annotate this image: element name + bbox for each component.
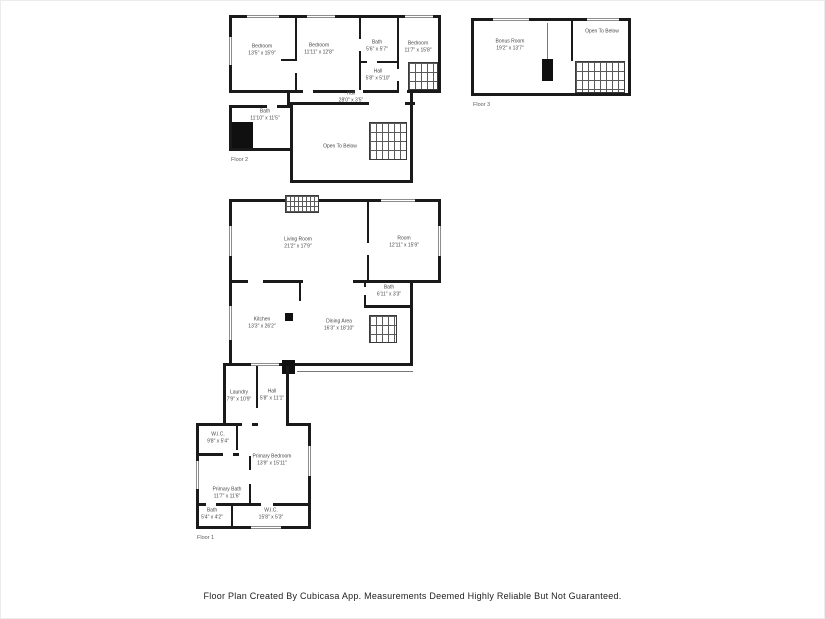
- room-label-primary-bath: [213, 486, 242, 500]
- room-label-room: [389, 235, 419, 249]
- room-name: Primary Bedroom: [252, 453, 292, 460]
- room-name: Open To Below: [323, 143, 357, 150]
- room-label-primary-bedroom: [253, 453, 292, 467]
- wall: [308, 423, 311, 529]
- window: [251, 526, 281, 529]
- room-dims: 5'6" x 5'7": [366, 46, 388, 52]
- wall: [252, 423, 258, 426]
- room-name: Room: [397, 235, 411, 242]
- room-name: Kitchen: [253, 316, 271, 323]
- room-label-living-room: [284, 236, 312, 250]
- room-label-wic: [207, 431, 229, 445]
- window: [229, 226, 232, 256]
- wall: [263, 280, 303, 283]
- room-name: Bath: [383, 284, 395, 291]
- room-name: Hall: [267, 388, 277, 395]
- floor2-label: Floor 2: [231, 157, 249, 163]
- room-label-dining-area: [324, 318, 354, 332]
- room-dims: 5'4" x 4'2": [201, 514, 223, 520]
- room-dims: 7'9" x 10'9": [226, 396, 252, 402]
- wall: [196, 503, 206, 506]
- room-name: Bath: [206, 507, 218, 514]
- room-name: Dining Area: [326, 318, 352, 325]
- room-name: Bedroom: [251, 43, 273, 50]
- room-label-wic: [259, 507, 284, 521]
- room-name: Hall: [373, 68, 383, 75]
- room-dims: 5'8" x 11'1": [259, 395, 285, 401]
- room-dims: 13'3" x 26'2": [248, 323, 276, 329]
- room-name: Primary Bath: [212, 486, 242, 493]
- wall: [299, 283, 301, 301]
- room-name: Bedroom: [308, 42, 330, 49]
- wall: [223, 363, 226, 426]
- kitchen-island: [285, 313, 293, 321]
- wall: [236, 426, 238, 450]
- room-label-bath: [201, 507, 223, 521]
- window: [381, 199, 415, 202]
- floor3-label: Floor 3: [473, 102, 491, 108]
- room-dims: 12'11" x 15'9": [389, 242, 419, 248]
- wall: [226, 423, 242, 426]
- window: [229, 306, 232, 340]
- window: [196, 461, 199, 489]
- room-name: Laundry: [229, 389, 249, 396]
- wall: [196, 423, 226, 426]
- wall: [256, 366, 258, 408]
- window: [308, 446, 311, 476]
- room-label-laundry: [227, 389, 252, 403]
- room-name: W.I.C.: [264, 507, 278, 514]
- wall: [367, 199, 369, 243]
- caption: Floor Plan Created By Cubicasa App. Measurements Deemed Highly Reliable But Not Guaranteed.: [203, 591, 622, 601]
- wall: [364, 305, 413, 308]
- room-name: Bath: [259, 108, 271, 115]
- window: [251, 363, 279, 366]
- wall: [273, 503, 309, 506]
- room-dims: 5'8" x 5'10": [365, 75, 391, 81]
- fireplace: [285, 195, 319, 213]
- room-name: Open To Below: [585, 28, 619, 35]
- room-dims: 28'0" x 3'5": [338, 97, 364, 103]
- room-dims: 6'11" x 3'3": [376, 291, 402, 297]
- floor1-label: Floor 1: [197, 535, 215, 541]
- wall: [364, 283, 366, 287]
- room-dims: 15'8" x 5'3": [258, 514, 284, 520]
- wall: [353, 280, 441, 283]
- wall: [229, 280, 248, 283]
- window: [438, 226, 441, 256]
- wall: [367, 255, 369, 283]
- room-label-bath: [377, 284, 401, 298]
- wall: [249, 456, 251, 470]
- room-dims: 9'8" x 5'4": [207, 438, 229, 444]
- porch-edge: [297, 371, 413, 372]
- room-dims: 11'10" x 11'5": [250, 115, 280, 121]
- wall: [231, 506, 233, 526]
- wall: [410, 280, 413, 366]
- room-name: Bath: [371, 39, 383, 46]
- room-name: Bonus Room: [495, 38, 525, 45]
- room-name: Bedroom: [407, 40, 429, 47]
- room-name: Living Room: [284, 236, 312, 243]
- floor1-plan: [1, 1, 824, 618]
- room-dims: 11'7" x 11'6": [213, 493, 241, 499]
- room-name: W.I.C.: [211, 431, 225, 438]
- wall: [286, 366, 289, 426]
- room-dims: 19'2" x 13'7": [496, 45, 524, 51]
- room-dims: 13'9" x 15'11": [257, 460, 287, 466]
- wall: [233, 453, 239, 456]
- room-name: Hall: [346, 90, 356, 97]
- room-dims: 11'7" x 15'8": [404, 47, 432, 53]
- wall: [196, 453, 223, 456]
- room-dims: 11'11" x 12'8": [304, 49, 334, 55]
- room-dims: 21'2" x 17'9": [284, 243, 312, 249]
- wall: [216, 503, 261, 506]
- stairs: [369, 315, 397, 343]
- room-label-hall: [260, 388, 284, 402]
- room-dims: 13'5" x 15'9": [248, 50, 276, 56]
- room-dims: 16'3" x 18'10": [323, 325, 355, 331]
- room-label-kitchen: [248, 316, 275, 330]
